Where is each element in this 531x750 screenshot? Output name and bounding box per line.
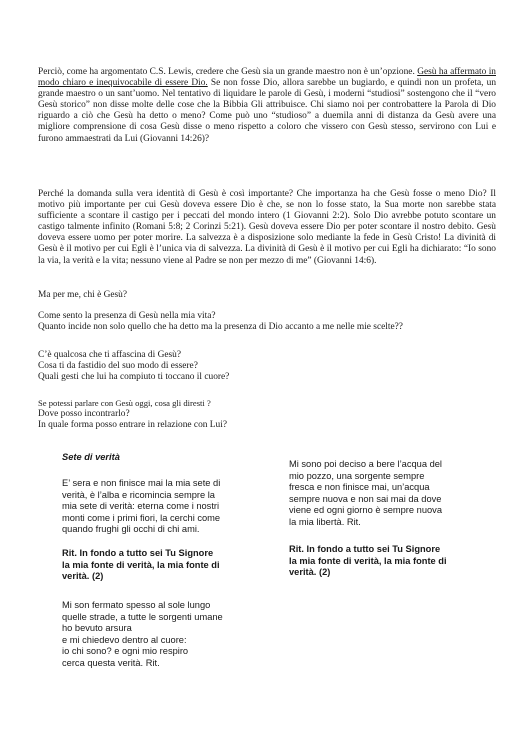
song-line: quando frughi gli occhi di chi ami. [62,524,200,535]
song-line: e mi chiedevo dentro al cuore: [62,634,187,645]
refrain-line: la mia fonte di verità, la mia fonte di [62,559,220,570]
paragraph-identity: Perché la domanda sulla vera identità di Gesù è così importante? Che importanza ha che Gesù fosse o meno Dio? Il motivo più importante per cui Gesù doveva essere Dio è che, se non lo fosse stato, la Sua morte non sarebbe stata sufficiente a scontare il castigo per i peccati del mondo intero (1 Giovanni 2:2). Solo Dio avrebbe potuto scontare un castigo talmente infinito (Romani 5:8; 2 Corinzi 5:21). Gesù doveva essere Dio per poter scontare il nostro debito. Gesù doveva essere uomo per poter morire. La salvezza è a disposizione solo mediante la fede in Gesù Cristo! La divinità di Gesù è il motivo per cui Egli è l’unica via di salvezza. La divinità di Gesù è il motivo per cui Egli ha dichiarato: “Io sono la via, la verità e la vita; nessuno viene al Padre se non per mezzo di me” (Giovanni 14:6). [38,189,496,266]
song-line: E’ sera e non finisce mai la mia sete di [62,478,221,488]
refrain-line: verità. (2) [289,567,331,578]
question-group-meeting [38,398,496,431]
song-line: la mia libertà. Rit. [289,516,361,527]
song-refrain-right [289,544,447,579]
song-line: io chi sono? e ogni mio respiro [62,646,189,657]
paragraph-lewis-intro: Perciò, come ha argomentato C.S. Lewis, credere che Gesù sia un grande maestro non è un’opzione. [38,67,418,77]
question-line: C’è qualcosa che ti affascina di Gesù? [38,350,181,360]
question-line: Quanto incide non solo quello che ha detto ma la presenza di Dio accanto a me nelle mie scelte?? [38,322,403,333]
song-line: viene ed ogni giorno è sempre nuova [289,505,442,516]
question-group-presence [38,311,496,333]
song-line: mio pozzo, una sorgente sempre [289,470,425,481]
song-verse-1 [62,478,220,536]
question-line: Cosa ti da fastidio del suo modo di essere? [38,361,198,372]
paragraph-lewis [38,67,496,145]
song-line: quelle strade, a tutte le sorgenti umane [62,611,223,622]
song-line: Mi son fermato spesso al sole lungo [62,600,211,610]
question-line: In quale forma posso entrare in relazione con Lui? [38,420,227,431]
song-line: verità, è l’alba e ricomincia sempre la [62,489,215,500]
song-verse-3 [289,459,442,529]
question-group-fascination [38,350,496,383]
song-verse-2 [62,600,223,670]
song-line: fresca e non finisce mai, un’acqua [289,482,430,493]
refrain-line: verità. (2) [62,571,104,582]
song-title: Sete di verità [62,452,120,462]
song-line: Mi sono poi deciso a bere l’acqua del [289,459,442,469]
song-line: sempre nuova e non sai mai da dove [289,493,442,504]
refrain-line: Rit. In fondo a tutto sei Tu Signore [289,544,441,554]
song-line: cerca questa verità. Rit. [62,657,160,668]
paragraph-lewis-rest: Se non fosse Dio, allora sarebbe un bugiardo, e quindi non un profeta, un grande maestro o un sant’uomo. Nel tentativo di liquidare le parole di Gesù, i moderni “studiosi” sostengono che il “vero Gesù storico” non disse molte delle cose che la Bibbia Gli attribuisce. Chi siamo noi per controbattere la Parola di Dio riguardo a ciò che Gesù ha detto o meno? Come può uno “studioso” a duemila anni di distanza da Gesù avere una migliore comprensione di cosa Gesù disse o meno rispetto a coloro che vissero con Gesù stesso, servirono con Lui e furono ammaestrati da Lui (Giovanni 14:26)? [38,78,496,144]
song-line: monti come i primi fiori, la cerchi come [62,512,221,523]
question-line: Se potessi parlare con Gesù oggi, cosa gli diresti ? [38,398,211,408]
question-line: Dove posso incontrarlo? [38,409,130,420]
refrain-line: Rit. In fondo a tutto sei Tu Signore [62,548,214,558]
question-line: Come sento la presenza di Gesù nella mia vita? [38,311,216,321]
question-line: Quali gesti che lui ha compiuto ti toccano il cuore? [38,372,230,383]
song-refrain-left [62,548,220,583]
paragraph-lewis-underlined: Gesù ha affermato in modo chiaro e inequivocabile di essere Dio. [38,67,496,89]
refrain-line: la mia fonte di verità, la mia fonte di [289,555,447,566]
song-line: ho bevuto arsura [62,623,132,634]
question-who-is-jesus: Ma per me, chi è Gesù? [38,290,128,300]
song-line: mia sete di verità: eterna come i nostri [62,501,220,512]
